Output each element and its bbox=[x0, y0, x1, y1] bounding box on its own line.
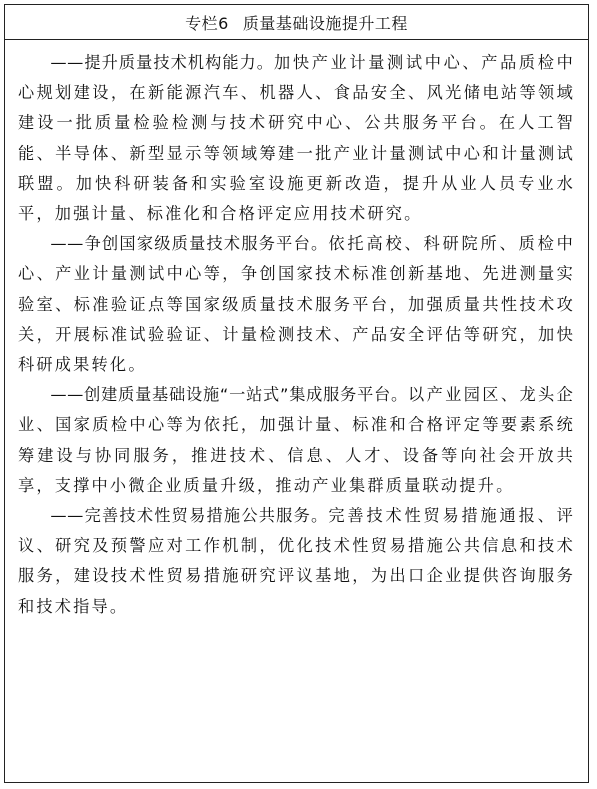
paragraph-heading: ——完善技术性贸易措施公共服务。 bbox=[50, 506, 329, 526]
paragraph-heading: ——争创国家级质量技术服务平台。 bbox=[50, 234, 329, 254]
box-content bbox=[5, 40, 588, 622]
box-title bbox=[5, 5, 588, 40]
paragraph-body: 完善技术性贸易措施通报、评议、研究及预警应对工作机制，优化技术性贸易措施公共信息和技术服务，建设技术性贸易措施研究评议基地，为出口企业提供咨询服务和技术指导。 bbox=[18, 506, 575, 616]
paragraph-body: 以产业园区、龙头企业、国家质检中心等为依托，加强计量、标准和合格评定等要素系统筹建设与协同服务，推进技术、信息、人才、设备等向社会开放共享，支撑中小微企业质量升级，推动产业集群质量联动提升。 bbox=[18, 385, 575, 495]
paragraph-one-stop-platform bbox=[18, 380, 575, 501]
paragraph-body: 加快产业计量测试中心、产品质检中心规划建设，在新能源汽车、机器人、食品安全、风光储电站等领域建设一批质量检验检测与技术研究中心、公共服务平台。在人工智能、半导体、新型显示等领域筹建一批产业计量测试中心和计量测试联盟。加快科研装备和实验室设施更新改造，提升从业人员专业水平，加强计量、标准化和合格评定应用技术研究。 bbox=[18, 53, 575, 224]
paragraph-national-platforms bbox=[18, 229, 575, 380]
paragraph-heading: ——创建质量基础设施“一站式”集成服务平台。 bbox=[50, 385, 409, 405]
box-title-prefix: 专栏6 bbox=[185, 13, 229, 33]
paragraph-quality-institutions bbox=[18, 48, 575, 229]
feature-box bbox=[4, 4, 589, 783]
paragraph-heading: ——提升质量技术机构能力。 bbox=[50, 53, 275, 72]
paragraph-trade-measures bbox=[18, 501, 575, 622]
paragraph-body: 依托高校、科研院所、质检中心、产业计量测试中心等，争创国家技术标准创新基地、先进测量实验室、标准验证点等国家级质量技术服务平台，加强质量共性技术攻关，开展标准试验验证、计量检测技术、产品安全评估等研究，加快科研成果转化。 bbox=[18, 234, 575, 375]
box-title-text: 质量基础设施提升工程 bbox=[242, 13, 408, 33]
